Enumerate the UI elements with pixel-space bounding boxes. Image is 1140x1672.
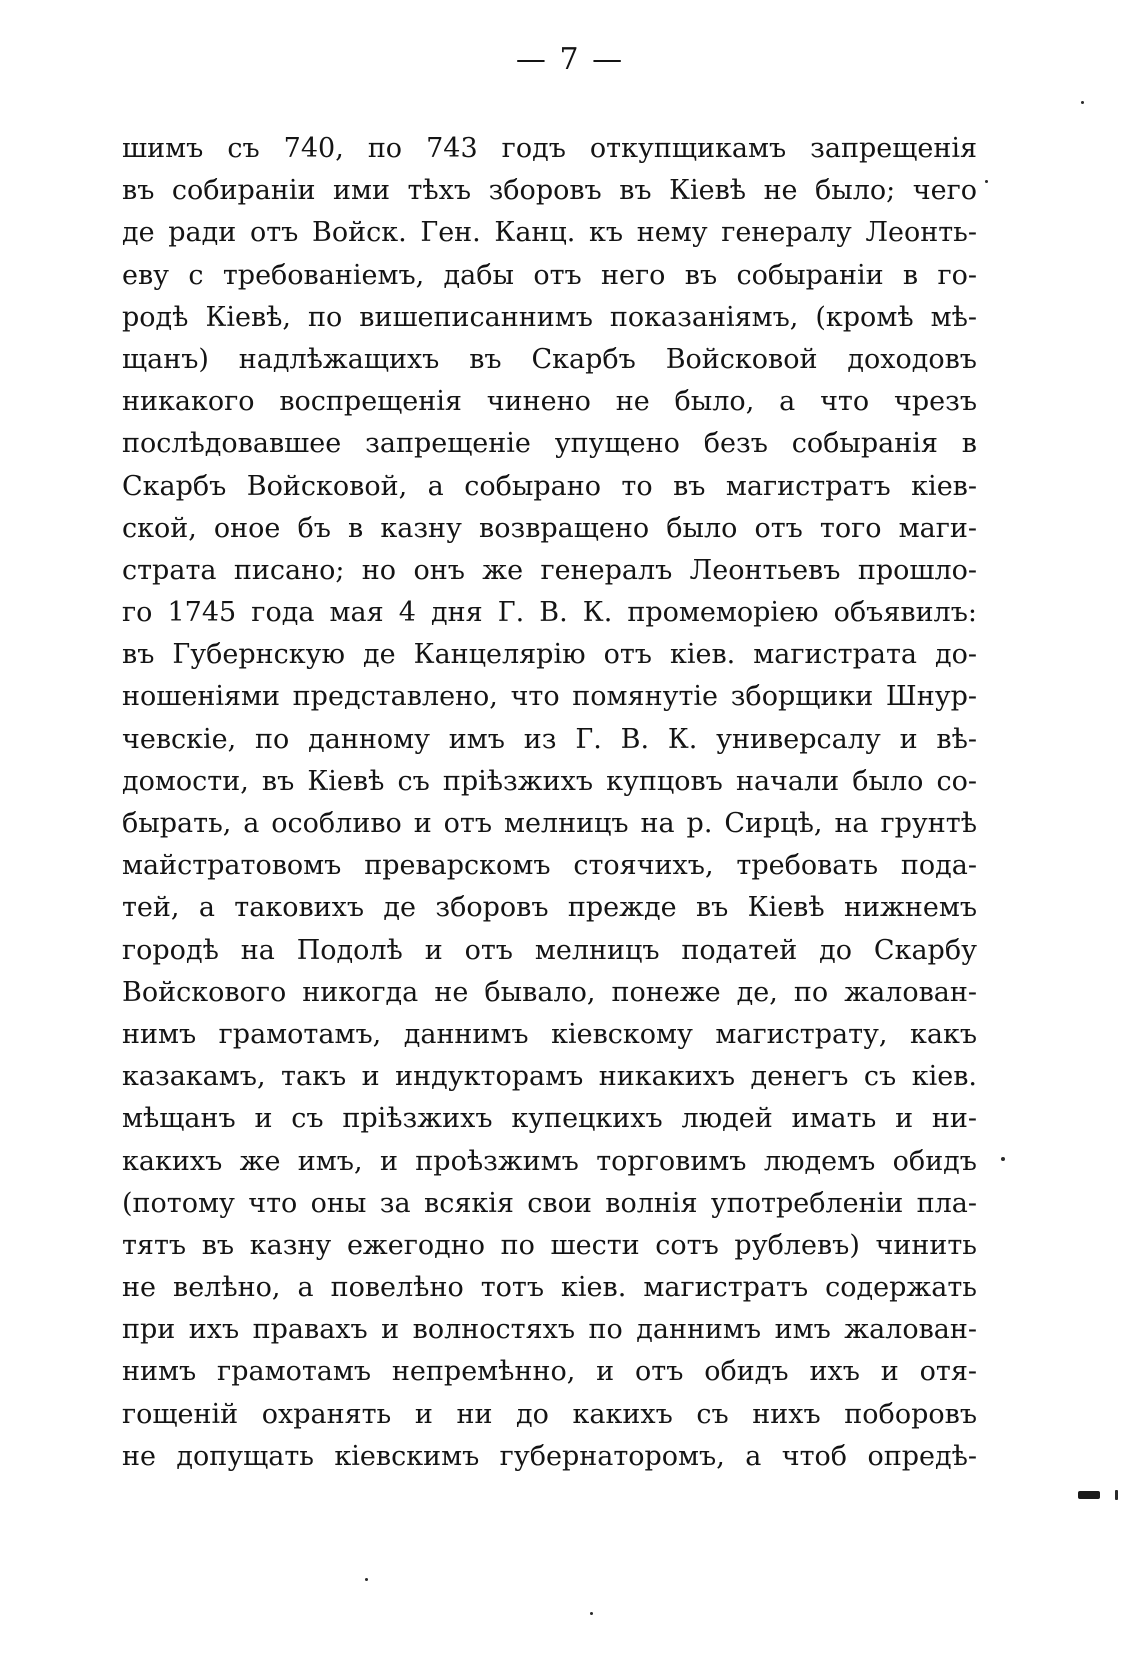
- text-line: казакамъ, такъ и индукторамъ никакихъ денегъ съ кіев.: [122, 1061, 977, 1093]
- text-line: въ собираніи ими тѣхъ зборовъ въ Кіевѣ не было; чего: [122, 175, 977, 207]
- text-line: де ради отъ Войск. Ген. Канц. къ нему генералу Леонть-: [122, 217, 977, 249]
- text-line: тей, а таковихъ де зборовъ прежде въ Кіевѣ нижнемъ: [122, 892, 977, 924]
- scan-speck: [365, 1578, 368, 1581]
- scan-speck: [1081, 101, 1084, 104]
- text-line: какихъ же имъ, и проѣзжимъ торговимъ людемъ обидъ: [122, 1145, 977, 1177]
- text-line: при ихъ правахъ и волностяхъ по даннимъ имъ жалован-: [122, 1314, 977, 1346]
- scan-mark: [1078, 1491, 1100, 1499]
- text-line: нимъ грамотамъ, даннимъ кіевскому магистрату, какъ: [122, 1018, 977, 1050]
- text-line: домости, въ Кіевѣ съ пріѣзжихъ купцовъ начали было со-: [122, 765, 977, 797]
- text-line: майстратовомъ преварскомъ стоячихъ, требовать пода-: [122, 850, 977, 882]
- text-line: мѣщанъ и съ пріѣзжихъ купецкихъ людей имать и ни-: [122, 1103, 977, 1135]
- text-line: городѣ на Подолѣ и отъ мелницъ податей до Скарбу: [122, 934, 977, 966]
- text-line: щанъ) надлѣжащихъ въ Скарбъ Войсковой доходовъ: [122, 343, 977, 375]
- text-line: никакого воспрещенія чинено не было, а что чрезъ: [122, 386, 977, 418]
- text-line: Войскового никогда не бывало, понеже де, по жалован-: [122, 976, 977, 1008]
- text-line: ношеніями представлено, что помянутіе зборщики Шнур-: [122, 681, 977, 713]
- text-line: не велѣно, а повелѣно тотъ кіев. магистратъ содержать: [122, 1272, 977, 1304]
- text-line: чевскіе, по данному имъ из Г. В. К. универсалу и вѣ-: [122, 723, 977, 755]
- scan-speck: [1001, 1157, 1005, 1161]
- text-line: послѣдовавшее запрещеніе упущено безъ собыранія в: [122, 428, 977, 460]
- body-text: [122, 128, 977, 1478]
- page-number: — 7 —: [515, 42, 625, 77]
- scan-speck: [1115, 1490, 1118, 1500]
- text-line: въ Губернскую де Канцелярію отъ кіев. магистрата до-: [122, 639, 977, 671]
- text-line: еву с требованіемъ, дабы отъ него въ собыраніи в го-: [122, 259, 977, 291]
- text-line: (потому что оны за всякія свои волнія употребленіи пла-: [122, 1187, 977, 1219]
- text-line: бырать, а особливо и отъ мелницъ на р. Сирцѣ, на грунтѣ: [122, 808, 977, 839]
- text-line: тятъ въ казну ежегодно по шести сотъ рублевъ) чинить: [122, 1229, 977, 1261]
- text-line: не допущать кіевскимъ губернаторомъ, а чтоб опредѣ-: [122, 1440, 977, 1472]
- text-line: нимъ грамотамъ непремѣнно, и отъ обидъ ихъ и отя-: [122, 1356, 977, 1388]
- scan-speck: [985, 180, 988, 183]
- text-line: родѣ Кіевѣ, по вишеписаннимъ показаніямъ, (кромѣ мѣ-: [122, 301, 977, 333]
- text-line: гощеній охранять и ни до какихъ съ нихъ поборовъ: [122, 1398, 977, 1430]
- text-line: шимъ съ 740, по 743 годъ откупщикамъ запрещенія: [122, 133, 977, 164]
- text-line: го 1745 года мая 4 дня Г. В. К. промеморіею объявилъ:: [122, 597, 977, 629]
- text-line: Скарбъ Войсковой, а собырано то въ магистратъ кіев-: [122, 470, 977, 502]
- scan-speck: [590, 1612, 593, 1615]
- text-line: ской, оное бъ в казну возвращено было отъ того маги-: [122, 512, 977, 544]
- text-line: страта писано; но онъ же генералъ Леонтьевъ прошло-: [122, 554, 977, 586]
